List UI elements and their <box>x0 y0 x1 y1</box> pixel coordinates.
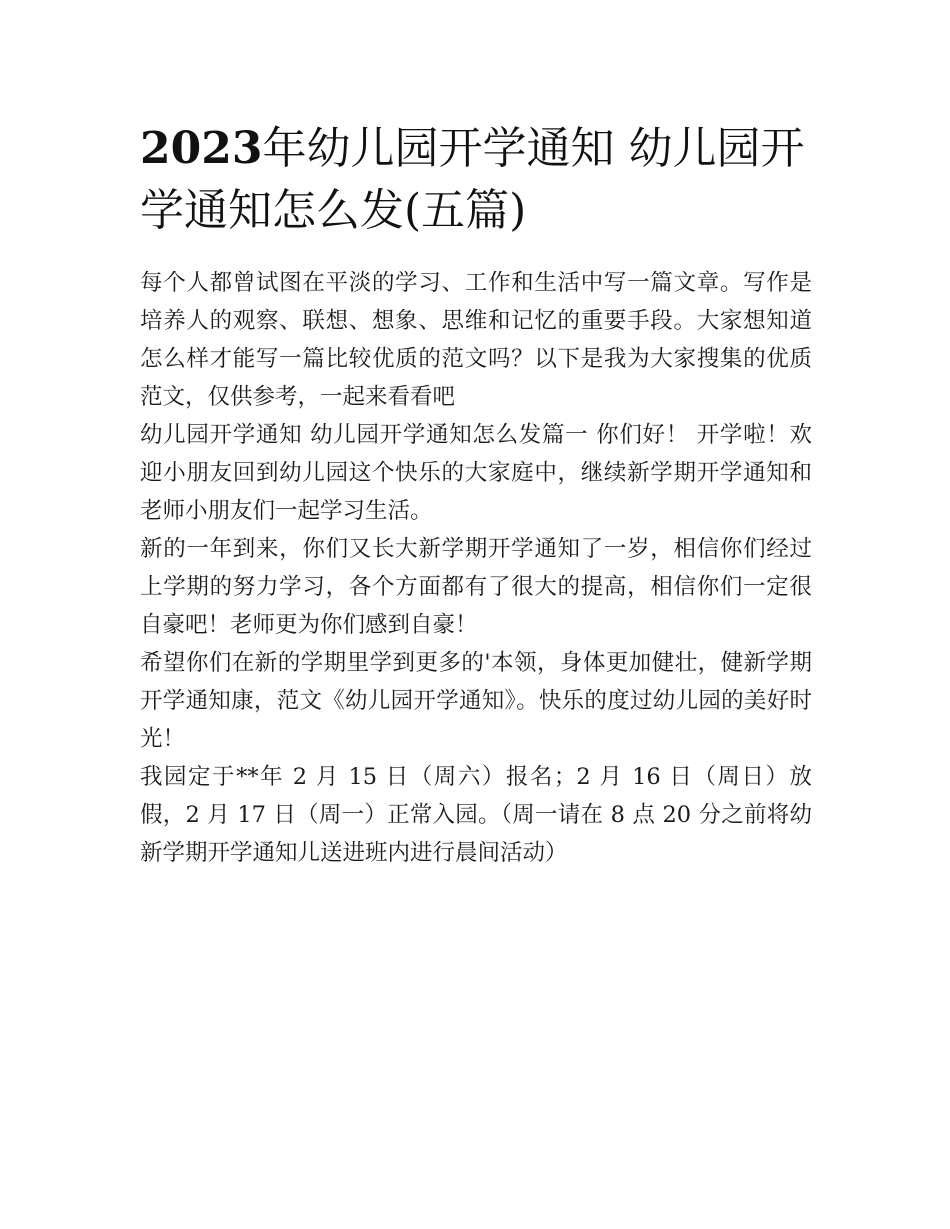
paragraph-schedule: 我园定于**年 2 月 15 日（周六）报名；2 月 16 日（周日）放假，2 月 17 日（周一）正常入园。（周一请在 8 点 20 分之前将幼新学期开学通知儿送进班内进行晨间活动） <box>140 764 812 866</box>
title-text: 年幼儿园开学通知 幼儿园开学通知怎么发(五篇) <box>140 123 805 236</box>
document-content <box>140 118 812 872</box>
body-text <box>140 264 812 872</box>
document-title <box>140 118 812 242</box>
paragraph-greeting: 幼儿园开学通知 幼儿园开学通知怎么发篇一 你们好！ 开学啦！欢迎小朋友回到幼儿园这个快乐的大家庭中，继续新学期开学通知和老师小朋友们一起学习生活。 <box>140 422 812 524</box>
paragraph-new-year: 新的一年到来，你们又长大新学期开学通知了一岁，相信你们经过上学期的努力学习，各个方面都有了很大的提高，相信你们一定很自豪吧！老师更为你们感到自豪！ <box>140 536 812 638</box>
title-year: 2023 <box>140 123 263 174</box>
paragraph-intro: 每个人都曾试图在平淡的学习、工作和生活中写一篇文章。写作是培养人的观察、联想、想象、思维和记忆的重要手段。大家想知道怎么样才能写一篇比较优质的范文吗？以下是我为大家搜集的优质范文，仅供参考，一起来看看吧 <box>140 270 812 410</box>
paragraph-wishes: 希望你们在新的学期里学到更多的'本领，身体更加健壮，健新学期开学通知康，范文《幼儿园开学通知》。快乐的度过幼儿园的美好时光！ <box>140 650 812 752</box>
